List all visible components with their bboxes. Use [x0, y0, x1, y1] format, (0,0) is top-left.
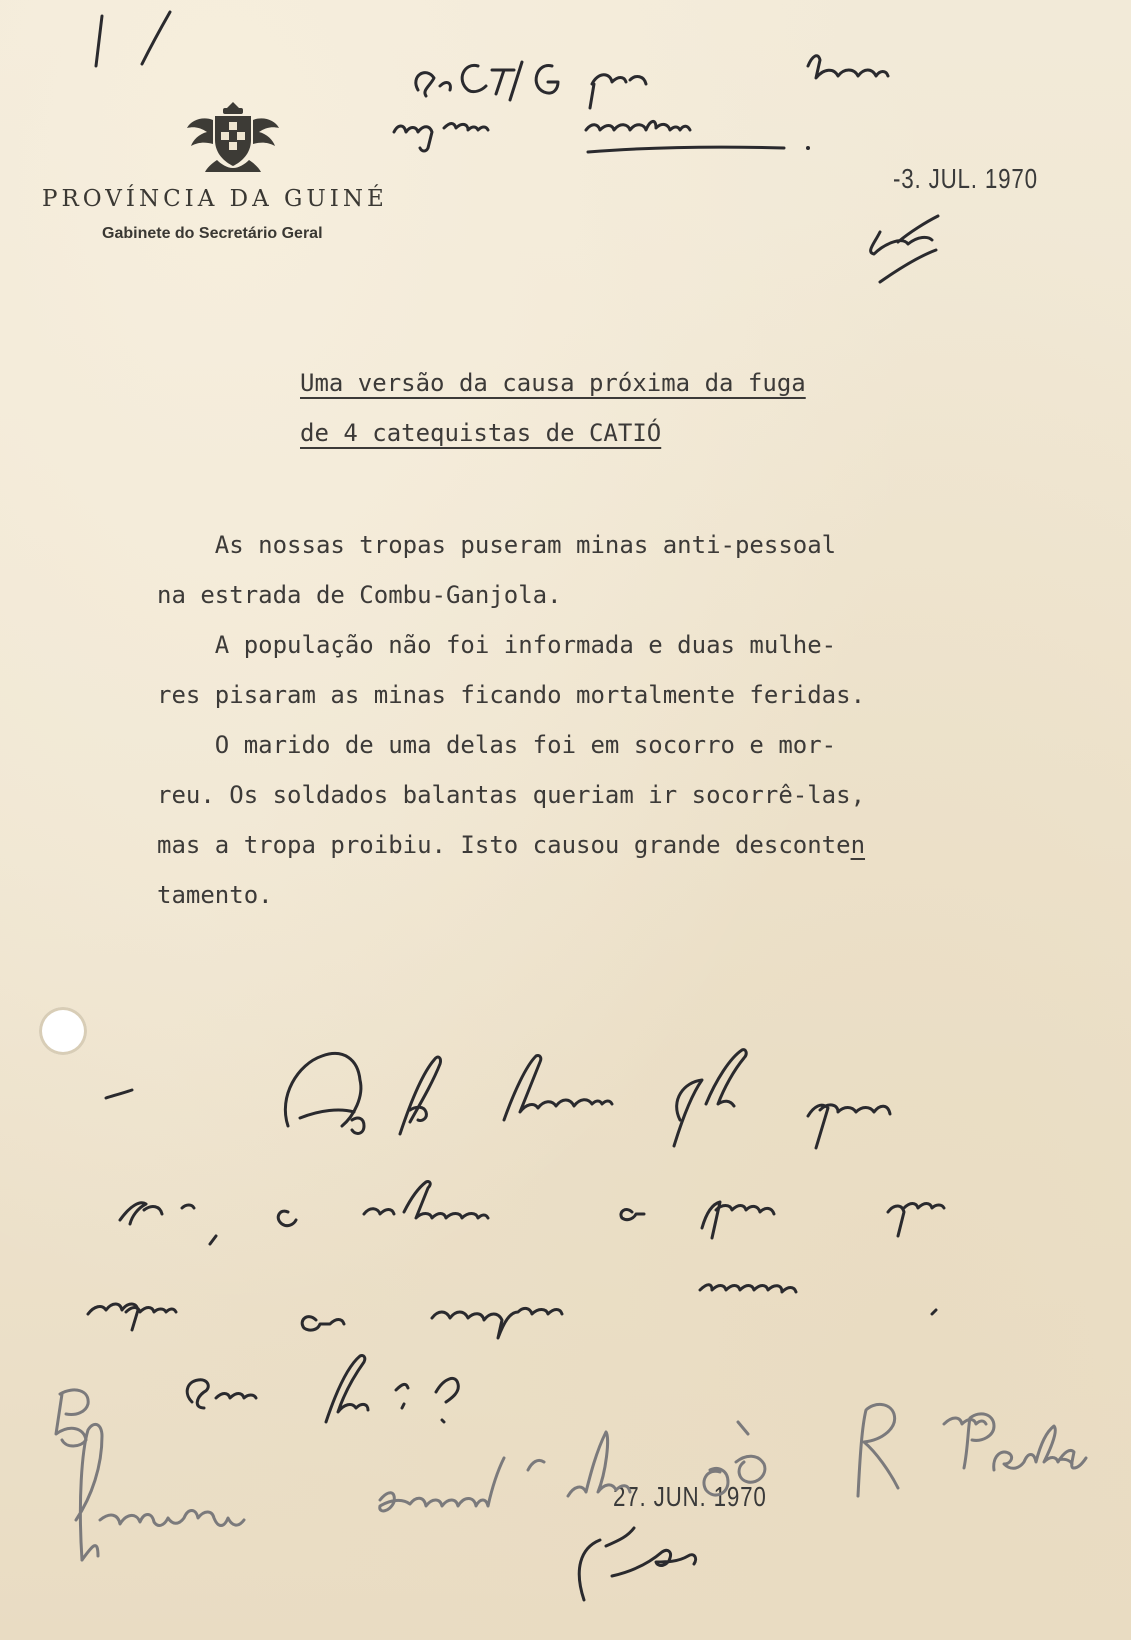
body-line-text: mas a tropa proibiu. Isto causou grande desconte: [157, 831, 851, 859]
province-heading: PROVÍNCIA DA GUINÉ: [42, 186, 388, 212]
body-line: As nossas tropas puseram minas anti-pessoal: [157, 531, 837, 559]
handwritten-note-middle: [88, 1050, 944, 1422]
date-stamp-bottom: 27. JUN. 1970: [613, 1481, 767, 1512]
punch-hole: [39, 1007, 87, 1055]
body-line: reu. Os soldados balantas queriam ir socorrê-las,: [157, 781, 866, 809]
body-line: tamento.: [157, 881, 273, 909]
body-line: O marido de uma delas foi em socorro e mor-: [157, 731, 837, 759]
pencil-note-bottom: [56, 1390, 1086, 1560]
body-line: A população não foi informada e duas mulhe-: [157, 631, 837, 659]
body-line: res pisaram as minas ficando mortalmente feridas.: [157, 681, 866, 709]
coat-of-arms-icon: [183, 100, 283, 175]
document-body: [157, 520, 1057, 920]
date-stamp-top: -3. JUL. 1970: [893, 163, 1038, 194]
body-line: na estrada de Combu-Ganjola.: [157, 581, 562, 609]
title-line-1: Uma versão da causa próxima da fuga: [300, 369, 806, 397]
underlined-char: n: [850, 831, 866, 859]
title-line-2: de 4 catequistas de CATIÓ: [300, 419, 662, 447]
handwritten-note-top: [394, 56, 938, 282]
office-subheading: Gabinete do Secretário Geral: [102, 225, 323, 242]
body-line: [157, 820, 1057, 870]
document-title: [300, 358, 806, 458]
